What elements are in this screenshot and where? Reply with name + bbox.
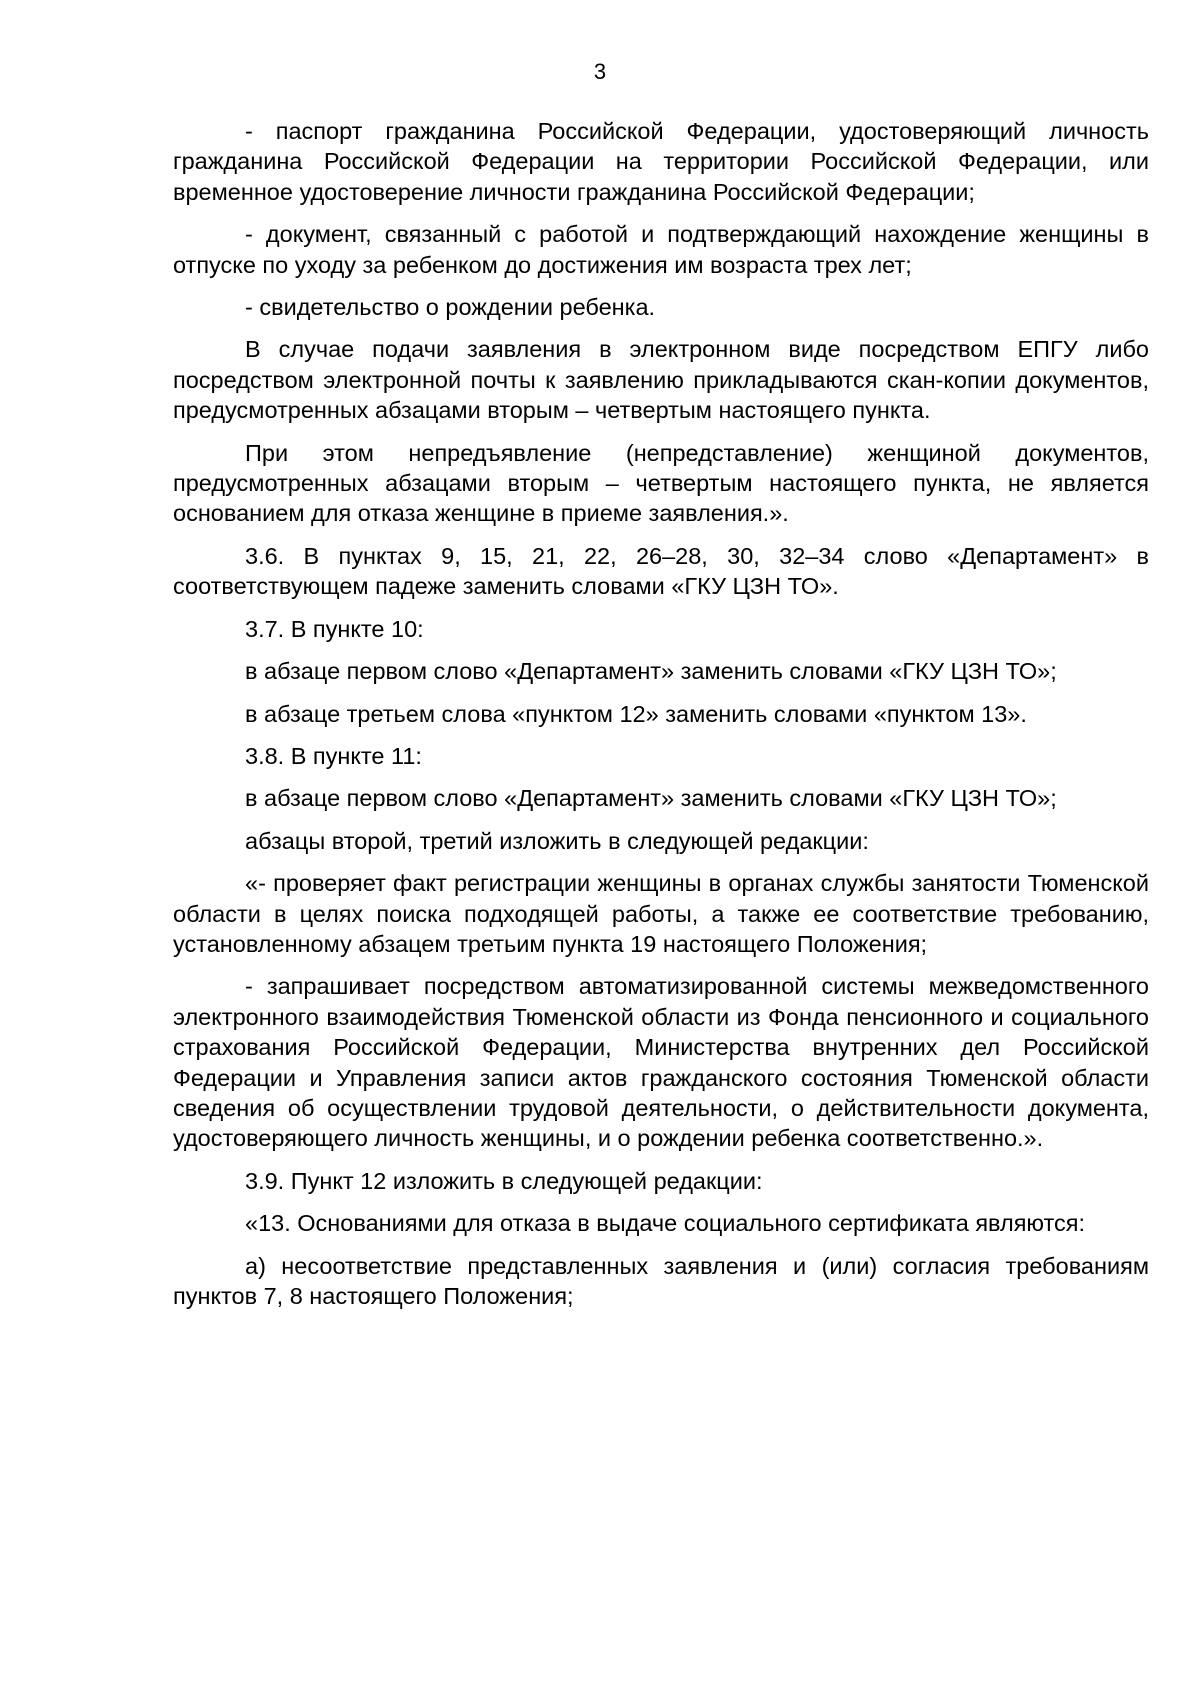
paragraph-non-presentation: При этом непредъявление (непредставление) женщиной документов, предусмотренных абзацами вторым – четвертым настоящего пункта, не является основанием для отказа женщине в приеме заявления.». xyxy=(173,439,1149,527)
page-number: 3 xyxy=(593,59,607,84)
paragraph-passport: - паспорт гражданина Российской Федерации, удостоверяющий личность гражданина Российской Федерации на территории Российской Федерации, или временное удостоверение личности гражданина Российской Федерации; xyxy=(173,118,1149,205)
paragraph-3-8-second-third: абзацы второй, третий изложить в следующей редакции: xyxy=(245,827,869,854)
paragraph-3-7-first: в абзаце первом слово «Департамент» заменить словами «ГКУ ЦЗН ТО»; xyxy=(245,658,1057,685)
paragraph-3-9: 3.9. Пункт 12 изложить в следующей редакции: xyxy=(245,1167,763,1194)
paragraph-birth-certificate: - свидетельство о рождении ребенка. xyxy=(245,294,656,321)
paragraph-13-a: а) несоответствие представленных заявления и (или) согласия требованиям пунктов 7, 8 настоящего Положения; xyxy=(173,1252,1149,1309)
paragraph-13-grounds: «13. Основаниями для отказа в выдаче социального сертификата являются: xyxy=(245,1210,1086,1237)
paragraph-3-8: 3.8. В пункте 11: xyxy=(245,742,422,769)
paragraph-checks-registration: «- проверяет факт регистрации женщины в органах службы занятости Тюменской области в целях поиска подходящей работы, а также ее соответствие требованию, установленному абзацем третьим пункта 19 настоящего Положения; xyxy=(173,870,1149,957)
paragraph-requests-information: - запрашивает посредством автоматизированной системы межведомственного электронного взаимодействия Тюменской области из Фонда пенсионного и социального страхования Российской Федерации, Министерства внутренних дел Российской Федерации и Управления записи актов гражданского состояния Тюменской области сведения об осуществлении трудовой деятельности, о действительности документа, удостоверяющего личность женщины, и о рождении ребенка соответственно.». xyxy=(173,973,1149,1152)
paragraph-3-6: 3.6. В пунктах 9, 15, 21, 22, 26–28, 30, 32–34 слово «Департамент» в соответствующем падеже заменить словами «ГКУ ЦЗН ТО». xyxy=(173,542,1149,600)
document-body xyxy=(173,116,1149,1323)
paragraph-3-7-third: в абзаце третьем слова «пунктом 12» заменить словами «пунктом 13». xyxy=(245,700,1027,727)
paragraph-work-document: - документ, связанный с работой и подтверждающий нахождение женщины в отпуске по уходу за ребенком до достижения им возраста трех лет; xyxy=(173,221,1149,278)
paragraph-3-8-first: в абзаце первом слово «Департамент» заменить словами «ГКУ ЦЗН ТО»; xyxy=(245,785,1057,812)
paragraph-3-7: 3.7. В пункте 10: xyxy=(245,615,424,642)
paragraph-electronic-submission: В случае подачи заявления в электронном виде посредством ЕПГУ либо посредством электронной почты к заявлению прикладываются скан-копии документов, предусмотренных абзацами вторым – четвертым настоящего пункта. xyxy=(173,336,1149,424)
